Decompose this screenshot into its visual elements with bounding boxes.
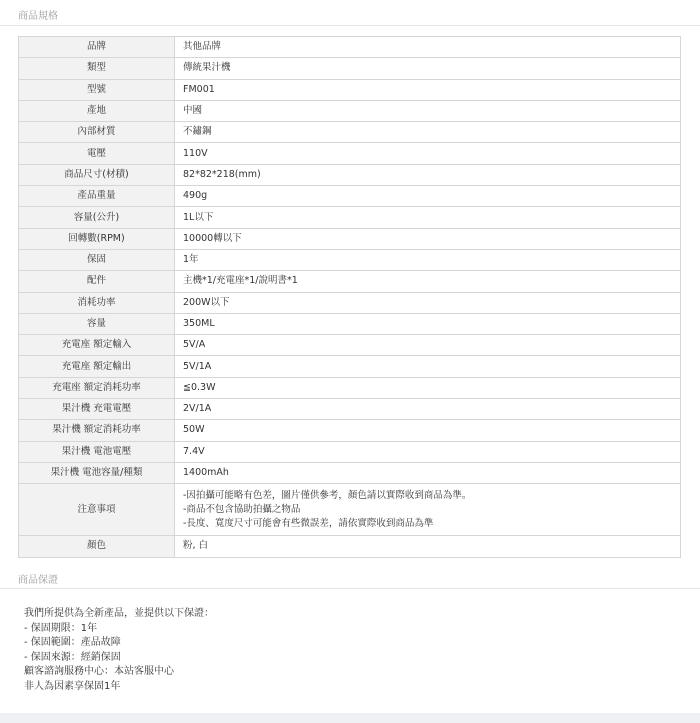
spec-section-title: 商品規格 [18,11,58,22]
spec-row [19,271,681,292]
spec-label: 電壓 [19,143,175,164]
spec-row [19,79,681,100]
notes-line: -商品不包含協助拍攝之物品 [183,503,301,515]
spec-value: 傳統果汁機 [175,58,681,79]
spec-value: 1400mAh [175,462,681,483]
spec-label: 充電座 額定輸入 [19,335,175,356]
spec-row [19,164,681,185]
spec-value: 82*82*218(mm) [175,164,681,185]
spec-row [19,249,681,270]
spec-value: 200W以下 [175,292,681,313]
spec-row [19,484,681,536]
spec-row [19,122,681,143]
spec-label: 果汁機 充電電壓 [19,399,175,420]
spec-row [19,335,681,356]
notes-value [175,484,681,536]
spec-label: 顏色 [19,536,175,557]
spec-value: 不鏽鋼 [175,122,681,143]
spec-value: 5V/1A [175,356,681,377]
spec-table [18,36,681,558]
spec-row [19,207,681,228]
spec-row [19,58,681,79]
spec-value: 50W [175,420,681,441]
spec-label: 內部材質 [19,122,175,143]
spec-label: 配件 [19,271,175,292]
spec-label: 回轉數(RPM) [19,228,175,249]
notes-line: -長度、寬度尺寸可能會有些微誤差，請依實際收到商品為準 [183,517,434,529]
spec-row [19,377,681,398]
warranty-line: 非人為因素享保固1年 [24,680,121,692]
spec-label: 充電座 額定輸出 [19,356,175,377]
warranty-line: - 保固期限：1年 [24,622,98,634]
spec-value: 7.4V [175,441,681,462]
spec-label: 型號 [19,79,175,100]
spec-row [19,313,681,334]
spec-row [19,399,681,420]
warranty-section-title: 商品保證 [18,575,58,586]
spec-label: 保固 [19,249,175,270]
spec-value: 1L以下 [175,207,681,228]
spec-row [19,37,681,58]
spec-value: 350ML [175,313,681,334]
spec-row [19,536,681,557]
warranty-line: - 保固範圍：產品故障 [24,637,121,649]
warranty-text [24,607,214,695]
warranty-line: - 保固來源：經銷保固 [24,651,121,663]
spec-label: 果汁機 額定消耗功率 [19,420,175,441]
spec-value: 110V [175,143,681,164]
spec-value: 其他品牌 [175,37,681,58]
spec-row [19,292,681,313]
spec-label: 果汁機 電池容量/種類 [19,462,175,483]
spec-row [19,186,681,207]
spec-label: 充電座 額定消耗功率 [19,377,175,398]
spec-value: 中國 [175,100,681,121]
spec-label: 注意事項 [19,484,175,536]
spec-value: 2V/1A [175,399,681,420]
spec-row [19,420,681,441]
spec-row [19,356,681,377]
spec-value: 490g [175,186,681,207]
page-bottom-bar [0,713,700,723]
spec-value: 5V/A [175,335,681,356]
warranty-line: 顧客諮詢服務中心：本站客服中心 [24,666,174,678]
spec-divider [0,25,700,26]
spec-label: 容量(公升) [19,207,175,228]
spec-row [19,441,681,462]
spec-label: 消耗功率 [19,292,175,313]
notes-line: -因拍攝可能略有色差，圖片僅供參考，顏色請以實際收到商品為準。 [183,489,472,501]
spec-row [19,100,681,121]
spec-value: FM001 [175,79,681,100]
spec-value: 主機*1/充電座*1/說明書*1 [175,271,681,292]
spec-label: 果汁機 電池電壓 [19,441,175,462]
spec-label: 類型 [19,58,175,79]
spec-value: 1年 [175,249,681,270]
spec-row [19,462,681,483]
spec-label: 容量 [19,313,175,334]
warranty-divider [0,588,700,589]
spec-value: 10000轉以下 [175,228,681,249]
spec-label: 產品重量 [19,186,175,207]
spec-label: 產地 [19,100,175,121]
spec-value: 粉, 白 [175,536,681,557]
spec-row [19,143,681,164]
spec-label: 品牌 [19,37,175,58]
spec-value: ≦0.3W [175,377,681,398]
spec-label: 商品尺寸(材積) [19,164,175,185]
spec-row [19,228,681,249]
warranty-line: 我們所提供為全新產品，並提供以下保證： [24,608,214,619]
